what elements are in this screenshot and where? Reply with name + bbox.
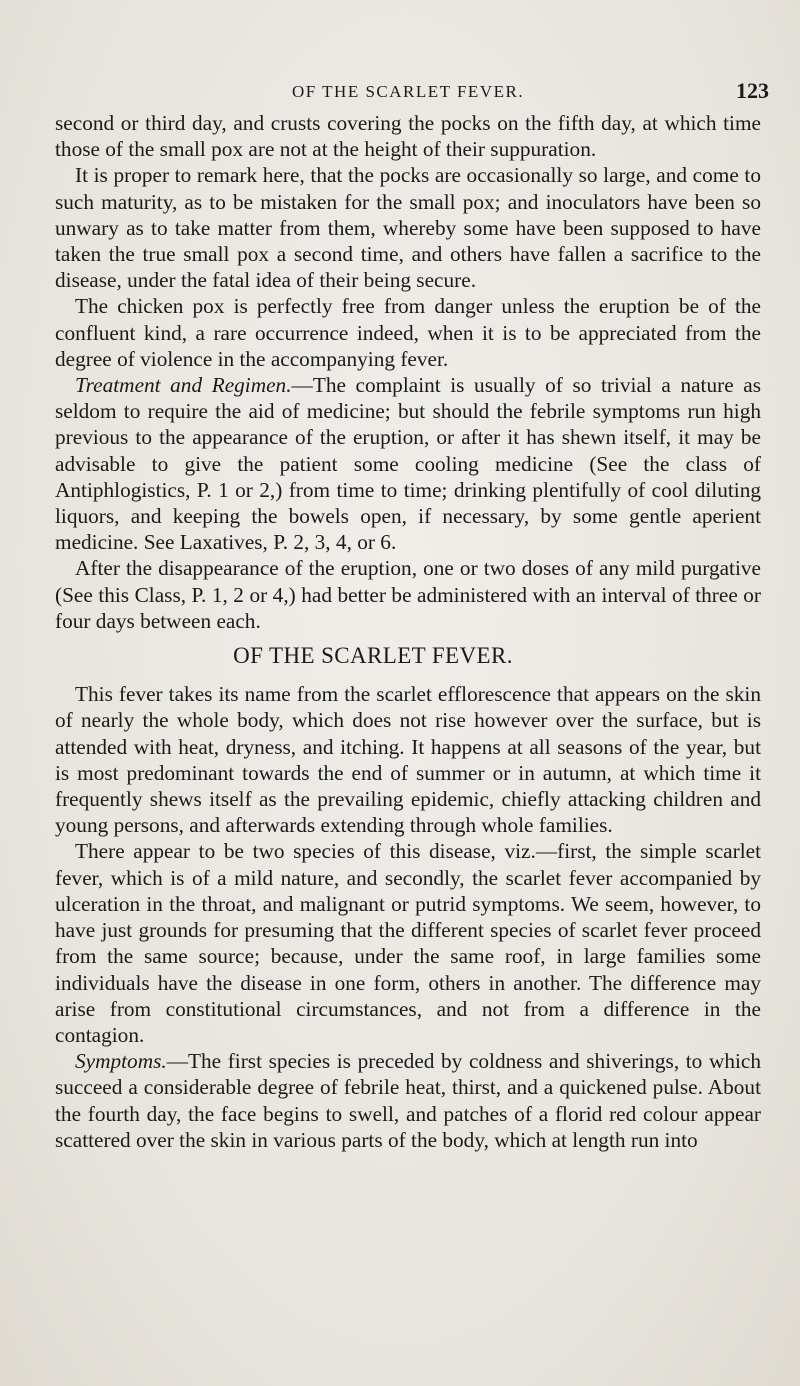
paragraph-text: After the disappearance of the eruption, one or two doses of any mild purgative (See this Class, P. 1, 2 or 4,) had better be administered with an interval of three or four days between each. <box>55 556 761 633</box>
running-head <box>0 78 800 106</box>
paragraph-treatment <box>55 372 761 555</box>
paragraph-scarlet-fever-intro <box>55 681 761 838</box>
run-in-heading: Symptoms. <box>75 1049 167 1074</box>
page-number: 123 <box>736 78 769 103</box>
section-heading: OF THE SCARLET FEVER. <box>233 643 513 669</box>
running-title: OF THE SCARLET FEVER. <box>292 82 525 101</box>
paragraph-scarlet-fever-species <box>55 838 761 1048</box>
paragraph-chicken-pox-danger <box>55 293 761 372</box>
paragraph-text: —The complaint is usually of so trivial a nature as seldom to require the aid of medicine; but should the febrile symptoms run high previous to the appearance of the eruption, or after it has shewn itself, it may be advisable to give the patient some cooling medicine (See the class of Antiphlogistics, P. 1 or 2,) from time to time; drinking plentifully of cool diluting liquors, and keeping the bowels open, if necessary, by some gentle aperient medicine. See Laxatives, P. 2, 3, 4, or 6. <box>55 373 761 555</box>
paragraph-chicken-pox-mistaken <box>55 162 761 293</box>
paragraph-text: The chicken pox is perfectly free from danger unless the eruption be of the confluent kind, a rare occurrence indeed, when it is to be appreciated from the degree of violence in the accompanying fever. <box>55 294 761 371</box>
run-in-heading: Treatment and Regimen. <box>75 373 292 398</box>
paragraph-text: —The first species is preceded by coldness and shiverings, to which succeed a considerable degree of febrile heat, thirst, and a quickened pulse. About the fourth day, the face begins to swell, and patches of a florid red colour appear scattered over the skin in various parts of the body, which at length run into <box>55 1049 761 1152</box>
paragraph-after-eruption <box>55 555 761 634</box>
body-text <box>55 110 761 1153</box>
paragraph-symptoms <box>55 1048 761 1153</box>
paragraph-text: This fever takes its name from the scarlet efflorescence that appears on the skin of nearly the whole body, which does not rise however over the surface, but is attended with heat, dryness, and itching. It happens at all seasons of the year, but is most predominant towards the end of summer or in autumn, at which time it frequently shews itself as the prevailing epidemic, chiefly attacking children and young persons, and afterwards extending through whole families. <box>55 682 761 838</box>
paragraph-text: There appear to be two species of this disease, viz.—first, the simple scarlet fever, which is of a mild nature, and secondly, the scarlet fever accompanied by ulceration in the throat, and malignant or putrid symptoms. We seem, however, to have just grounds for presuming that the different species of scarlet fever proceed from the same source; because, under the same roof, in large families some individuals have the disease in one form, others in another. The difference may arise from constitutional circumstances, and not from a difference in the contagion. <box>55 839 761 1047</box>
paragraph-text: second or third day, and crusts covering the pocks on the fifth day, at which time those of the small pox are not at the height of their suppuration. <box>55 111 761 162</box>
paragraph-text: It is proper to remark here, that the pocks are occasionally so large, and come to such maturity, as to be mistaken for the small pox; and inoculators have been so unwary as to take matter from them, whereby some have been supposed to have taken the true small pox a second time, and others have fallen a sacrifice to the disease, under the fatal idea of their being secure. <box>55 163 761 293</box>
paragraph-chicken-pox-crusts <box>55 110 761 162</box>
